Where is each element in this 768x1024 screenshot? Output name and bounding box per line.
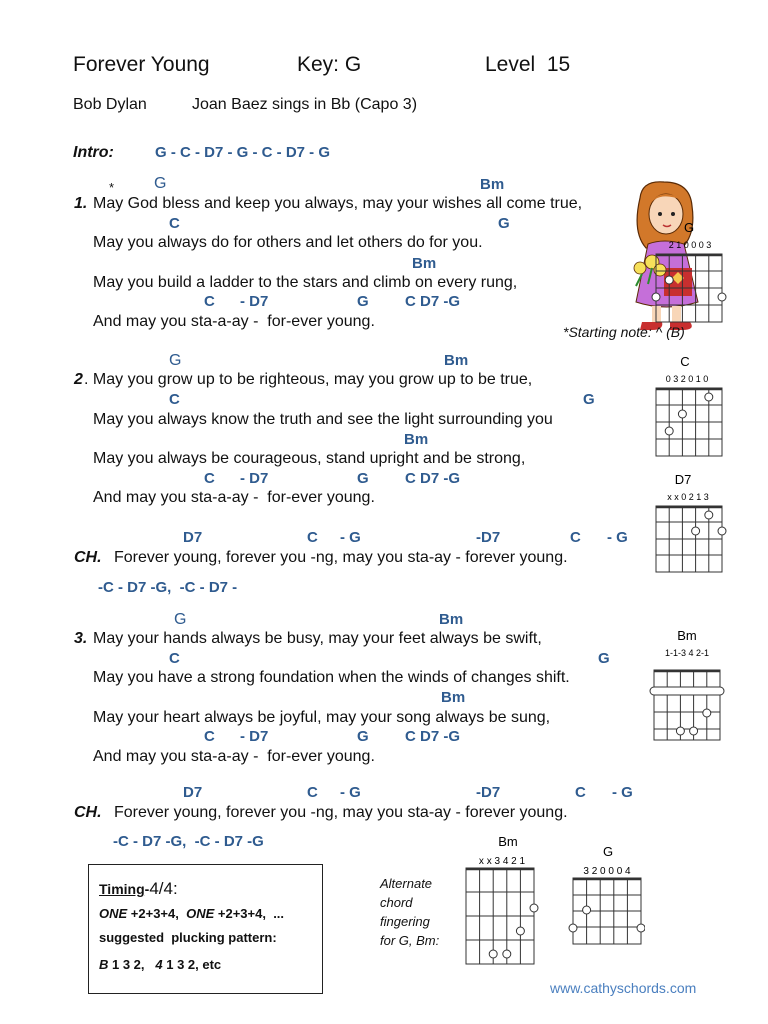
chord-diagram-g [650,218,730,324]
verse2-chord: C [204,470,215,487]
chorus2-chord: - G [340,784,361,801]
verse3-chord: - D7 [240,728,269,745]
chord-name: Bm [498,834,518,849]
chord-name: D7 [674,472,692,487]
website-link[interactable]: www.cathyschords.com [550,980,697,996]
finger-numbers: 1-1-3 4 2-1 [664,648,710,658]
verse3-lyric-line: May you have a strong foundation when the winds of changes shift. [93,669,570,686]
finger-dot [705,511,713,519]
song-key: Key: G [297,53,362,76]
alternate-text-line: Alternate [380,876,433,891]
verse2-number: 2 [74,371,83,388]
verse3-chord: C D7 -G [405,728,461,745]
verse3-chord: Bm [441,689,466,706]
finger-dot [652,293,660,301]
starting-note-star: * [109,180,115,195]
alternate-text-line: fingering [380,914,430,929]
chorus2-chord: C [575,784,586,801]
verse1-lyric-line: And may you sta-a-ay - for-ever young. [93,313,375,330]
chord-diagram-bm [644,626,730,744]
chord-name: C [680,354,690,369]
verse3-lyric-line: And may you sta-a-ay - for-ever young. [93,748,375,765]
verse2-chord: Bm [404,431,429,448]
verse1-chord: C [204,293,215,310]
finger-dot [718,527,726,535]
finger-dot [665,276,673,284]
finger-dot [678,410,686,418]
verse3-chord: C [204,728,215,745]
finger-numbers: x x 3 4 2 1 [478,856,526,867]
verse1-chord: G [357,293,369,310]
verse1-lyric-line: May you build a ladder to the stars and climb on every rung, [93,274,518,291]
finger-dot [692,527,700,535]
chorus2-chord: - G [612,784,633,801]
chorus2-tail-chords: -C - D7 -G, -C - D7 -G [113,833,264,850]
verse1-number: 1. [74,195,88,212]
chord-name: Bm [677,628,697,643]
verse2-chord: G [169,352,182,369]
verse3-lyric-line: May your hands always be busy, may your feet always be swift, [93,630,542,647]
verse3-chord: Bm [439,611,464,628]
finger-dot [637,924,645,932]
artist-name: Bob Dylan [73,96,147,113]
song-level: Level 15 [485,53,571,76]
fretboard [654,670,720,740]
chorus2-chord: -D7 [476,784,501,801]
verse3-chord: G [174,611,187,628]
verse3-chord: C [169,650,180,667]
verse2-lyric-line: May you always be courageous, stand upright and be strong, [93,450,526,467]
verse1-chord: G [154,175,167,192]
verse2-chord: C [169,391,180,408]
finger-dot [665,427,673,435]
chord-name: G [602,844,614,859]
finger-numbers: 3 2 0 0 0 4 [583,866,631,877]
chorus1-tail-chords: -C - D7 -G, -C - D7 - [98,579,238,596]
verse2-lyric-line: . May you grow up to be righteous, may you grow up to be true, [84,371,533,388]
verse3-number: 3. [74,630,88,647]
verse2-lyric-line: May you always know the truth and see the light surrounding you [93,411,553,428]
verse1-lyric-line: May you always do for others and let others do for you. [93,234,483,251]
chorus1-chord: C [307,529,318,546]
chorus1-lyric-line: Forever young, forever you -ng, may you sta-ay - forever young. [114,549,568,566]
verse1-chord: Bm [480,176,505,193]
verse2-chord: - D7 [240,470,269,487]
verse3-chord: G [357,728,369,745]
finger-dot [718,293,726,301]
fretboard [656,254,722,322]
verse1-chord: Bm [412,255,437,272]
chorus1-chord: - G [340,529,361,546]
fretboard [466,868,534,964]
finger-numbers: x x 0 2 1 3 [667,492,709,502]
finger-dot [489,950,497,958]
verse3-lyric-line: May your heart always be joyful, may your song always be sung, [93,709,551,726]
chorus1-chord: -D7 [476,529,501,546]
barre-marker [650,687,724,695]
verse1-chord: - D7 [240,293,269,310]
intro-label: Intro: [73,144,114,161]
chord-diagram-c [650,352,730,458]
verse1-lyric-line: May God bless and keep you always, may your wishes all come true, [93,195,583,212]
finger-dot [705,393,713,401]
timing-box [88,864,323,994]
finger-dot [569,924,577,932]
plucking-pattern: B 1 3 2, 4 1 3 2, etc [99,957,222,972]
finger-dot [583,906,591,914]
verse2-lyric-line: And may you sta-a-ay - for-ever young. [93,489,375,506]
chorus2-chord: C [307,784,318,801]
verse1-chord: C D7 -G [405,293,461,310]
verse2-chord: G [583,391,595,408]
chord-diagram-bm-alt [458,832,544,968]
verse2-chord: Bm [444,352,469,369]
chorus1-chord: C [570,529,581,546]
verse3-chord: G [598,650,610,667]
verse2-chord: G [357,470,369,487]
intro-chords: G - C - D7 - G - C - D7 - G [155,144,330,161]
finger-dot [690,727,698,735]
timing-count: ONE +2+3+4, ONE +2+3+4, ... [99,906,285,921]
finger-numbers: 2 1 0 0 0 3 [668,240,712,250]
chorus1-chord: - G [607,529,628,546]
chorus1-chord: D7 [183,529,203,546]
capo-note: Joan Baez sings in Bb (Capo 3) [192,96,418,113]
chorus2-label: CH. [74,804,102,821]
starting-note-text: *Starting note: ^ (B) [563,324,685,340]
alternate-text-line: chord [380,895,413,910]
alternate-text-line: for G, Bm: [380,933,440,948]
chorus1-label: CH. [74,549,102,566]
finger-dot [703,709,711,717]
verse1-chord: G [498,215,510,232]
chord-diagram-g-alt [565,842,645,948]
verse1-chord: C [169,215,180,232]
finger-numbers: 0 3 2 0 1 0 [665,374,709,384]
finger-dot [503,950,511,958]
finger-dot [516,927,524,935]
chord-name: G [683,220,695,235]
finger-dot [530,904,538,912]
verse2-chord: C D7 -G [405,470,461,487]
chorus2-chord: D7 [183,784,203,801]
chorus2-lyric-line: Forever young, forever you -ng, may you sta-ay - forever young. [114,804,568,821]
finger-dot [676,727,684,735]
timing-heading: Timing-4/4: [99,879,178,898]
song-title: Forever Young [73,53,210,76]
plucking-pattern-label: suggested plucking pattern: [99,930,277,945]
chord-diagram-d7 [650,470,730,574]
